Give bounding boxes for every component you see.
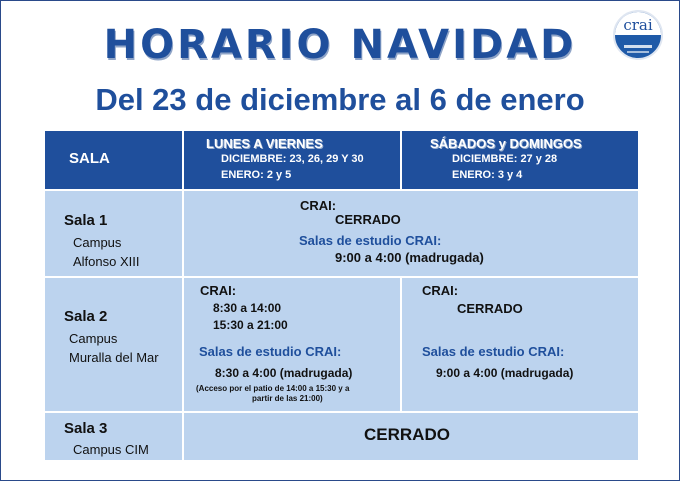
sala2-wd-note-line2: partir de las 21:00)	[252, 394, 323, 403]
sala1-campus1: Campus	[73, 235, 122, 250]
sala1-study-value: 9:00 a 4:00 (madrugada)	[335, 250, 484, 265]
sala1-name-cell	[45, 191, 182, 276]
header-weekdays-title: LUNES A VIERNES	[206, 136, 323, 151]
sala1-crai-label: CRAI:	[300, 198, 337, 213]
header-weekdays	[184, 131, 400, 189]
sala2-wd-crai-line1: 8:30 a 14:00	[213, 301, 282, 315]
header-sala-label: SALA	[69, 150, 110, 167]
logo-text: crai	[623, 16, 653, 34]
sala1-study-label: Salas de estudio CRAI:	[299, 233, 442, 248]
sala2-name: Sala 2	[64, 308, 108, 325]
sala2-weekend-cell	[402, 278, 638, 411]
sala3-name-cell	[45, 413, 182, 460]
logo-bar	[624, 45, 652, 48]
header-weekdays-line2: ENERO: 2 y 5	[221, 169, 292, 181]
page-subtitle: Del 23 de diciembre al 6 de enero	[95, 82, 585, 117]
sala2-campus1: Campus	[69, 331, 118, 346]
logo-bar-small	[627, 51, 649, 53]
sala3-name: Sala 3	[64, 420, 108, 437]
sala2-wd-note-line1: (Acceso por el patio de 14:00 a 15:30 y a	[196, 384, 350, 393]
sala2-name-cell	[45, 278, 182, 411]
sala3-value: CERRADO	[364, 425, 450, 444]
header-sala	[45, 131, 182, 189]
sala3-campus: Campus CIM	[73, 442, 149, 457]
sala3-hours-cell	[184, 413, 638, 460]
sala2-wd-crai-line2: 15:30 a 21:00	[213, 318, 288, 332]
sala2-we-study-label: Salas de estudio CRAI:	[422, 344, 565, 359]
header-weekdays-line1: DICIEMBRE: 23, 26, 29 Y 30	[221, 153, 364, 165]
header-weekend	[402, 131, 638, 189]
sala2-we-crai-label: CRAI:	[422, 283, 459, 298]
sala1-crai-value: CERRADO	[335, 212, 401, 227]
sala2-weekdays-cell	[184, 278, 400, 411]
header-weekend-line1: DICIEMBRE: 27 y 28	[452, 153, 558, 165]
sala2-wd-study-label: Salas de estudio CRAI:	[199, 344, 342, 359]
sala1-hours-cell	[184, 191, 638, 276]
crai-logo-icon	[613, 10, 663, 60]
sala2-campus2: Muralla del Mar	[69, 350, 159, 365]
page-title: HORARIO NAVIDAD	[103, 22, 577, 68]
sala2-we-crai-value: CERRADO	[457, 301, 523, 316]
sala1-name: Sala 1	[64, 212, 108, 229]
sala2-we-study-value: 9:00 a 4:00 (madrugada)	[436, 366, 574, 380]
sala2-wd-study-value: 8:30 a 4:00 (madrugada)	[215, 366, 353, 380]
header-weekend-title: SÁBADOS y DOMINGOS	[430, 136, 582, 151]
sala1-campus2: Alfonso XIII	[73, 254, 140, 269]
sala2-wd-crai-label: CRAI:	[200, 283, 237, 298]
header-weekend-line2: ENERO: 3 y 4	[452, 169, 523, 181]
